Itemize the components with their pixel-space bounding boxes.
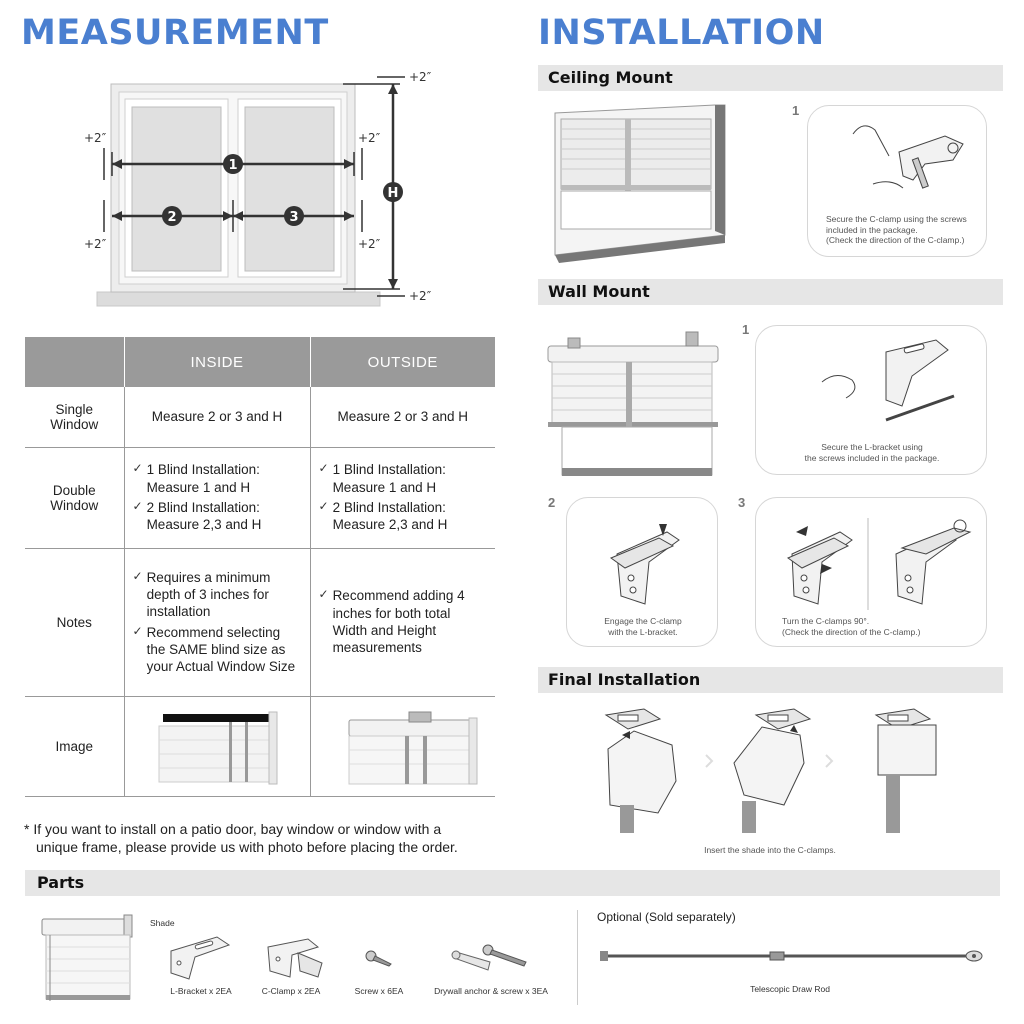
single-outside: Measure 2 or 3 and H bbox=[310, 387, 495, 447]
check-icon: ✓ bbox=[132, 568, 143, 583]
table-row-single bbox=[25, 387, 495, 447]
final-installation-bar: Final Installation bbox=[538, 667, 1003, 693]
marker-2: 2 bbox=[167, 210, 177, 225]
wall-step-2-caption-line-2: with the L-bracket. bbox=[608, 626, 678, 637]
footnote-line-2: unique frame, please provide us with photo before placing the order. bbox=[36, 839, 458, 856]
wall-step-3-caption-line-2: (Check the direction of the C-clamp.) bbox=[782, 626, 921, 637]
row-label-image bbox=[25, 696, 124, 796]
part-label-drywall-anchor: Drywall anchor & screw x 3EA bbox=[434, 986, 548, 996]
check-icon: ✓ bbox=[132, 461, 143, 476]
table-row-notes bbox=[25, 548, 495, 696]
offset-right-2: +2″ bbox=[358, 237, 381, 251]
double-inside bbox=[124, 447, 310, 548]
c-clamp-bracket-icon bbox=[597, 518, 697, 613]
parts-bar: Parts bbox=[25, 870, 1000, 896]
wall-step-3-card bbox=[755, 497, 987, 647]
part-label-c-clamp: C-Clamp x 2EA bbox=[261, 986, 321, 996]
footnote bbox=[24, 820, 504, 856]
row-label-single bbox=[25, 387, 124, 447]
telescopic-draw-rod-icon bbox=[598, 944, 988, 968]
offset-bottom: +2″ bbox=[409, 289, 432, 303]
check-icon: ✓ bbox=[318, 499, 329, 513]
offset-right-1: +2″ bbox=[358, 131, 381, 145]
c-clamp-icon bbox=[262, 935, 332, 985]
installation-title: INSTALLATION bbox=[538, 13, 825, 53]
double-inside-1-title: 1 Blind Installation: bbox=[146, 462, 260, 478]
double-inside-2-text: Measure 2,3 and H bbox=[146, 517, 262, 533]
image-inside bbox=[124, 696, 310, 796]
screw-icon bbox=[365, 948, 395, 970]
wall-step-2-caption-line-1: Engage the C-clamp bbox=[604, 616, 682, 626]
row-label-double bbox=[25, 447, 124, 548]
notes-label: Notes bbox=[56, 614, 92, 630]
ceiling-mount-image bbox=[555, 105, 735, 265]
notes-inside bbox=[124, 548, 310, 696]
notes-inside-1: Requires a minimum depth of 3 inches for installation bbox=[146, 569, 271, 620]
shade-label: Shade bbox=[150, 918, 175, 928]
wall-step-2-caption bbox=[577, 616, 709, 637]
double-outside-1-title: 1 Blind Installation: bbox=[332, 462, 446, 478]
image-label: Image bbox=[55, 738, 94, 754]
offset-left-1: +2″ bbox=[84, 131, 107, 145]
double-outside-2-title: 2 Blind Installation: bbox=[332, 500, 446, 515]
table-row-image bbox=[25, 696, 495, 796]
ceiling-mount-bar: Ceiling Mount bbox=[538, 65, 1003, 91]
check-icon: ✓ bbox=[318, 461, 329, 476]
double-outside bbox=[310, 447, 495, 548]
offset-left-2: +2″ bbox=[84, 237, 107, 251]
wall-step-3-caption-line-1: Turn the C-clamps 90°. bbox=[782, 616, 870, 626]
c-clamp-screw-icon bbox=[833, 114, 963, 204]
wall-step-3-caption bbox=[782, 616, 982, 637]
double-outside-2-text: Measure 2,3 and H bbox=[332, 517, 448, 533]
notes-inside-2: Recommend selecting the SAME blind size as your Actual Window Size bbox=[146, 624, 296, 675]
wall-mount-bar: Wall Mount bbox=[538, 279, 1003, 305]
final-installation-caption: Insert the shade into the C-clamps. bbox=[704, 845, 836, 855]
wall-step-1-caption-line-2: the screws included in the package. bbox=[804, 452, 940, 463]
shade-icon bbox=[40, 913, 140, 1005]
measurement-table bbox=[25, 337, 495, 797]
wall-mount-image bbox=[548, 328, 728, 483]
marker-3: 3 bbox=[289, 210, 299, 225]
check-icon: ✓ bbox=[318, 587, 329, 602]
ceiling-caption-line-3: (Check the direction of the C-clamp.) bbox=[826, 235, 965, 246]
outside-mount-image bbox=[319, 706, 487, 786]
footnote-line-1: * If you want to install on a patio door, bay window or window with a bbox=[24, 821, 442, 837]
drywall-anchor-screw-icon bbox=[452, 944, 530, 976]
inside-mount-image bbox=[133, 706, 301, 786]
notes-outside-1: Recommend adding 4 inches for both total Width and Height measurements bbox=[332, 588, 465, 656]
single-inside: Measure 2 or 3 and H bbox=[124, 387, 310, 447]
notes-outside bbox=[310, 548, 495, 696]
c-clamp-rotate-icon bbox=[776, 514, 976, 614]
double-outside-1-text: Measure 1 and H bbox=[332, 479, 437, 495]
single-window-label: Single Window bbox=[50, 401, 99, 432]
double-inside-2-title: 2 Blind Installation: bbox=[146, 500, 260, 515]
parts-divider bbox=[577, 910, 578, 1005]
optional-item-label: Telescopic Draw Rod bbox=[750, 984, 830, 994]
l-bracket-screw-icon bbox=[816, 336, 956, 431]
measurement-title: MEASUREMENT bbox=[21, 13, 329, 53]
table-header-outside: OUTSIDE bbox=[310, 337, 495, 387]
ceiling-step-1-caption bbox=[826, 214, 976, 246]
ceiling-caption-line-2: included in the package. bbox=[826, 224, 918, 235]
wall-step-2-number: 2 bbox=[548, 495, 556, 510]
marker-1: 1 bbox=[228, 158, 238, 173]
ceiling-step-1-number: 1 bbox=[792, 103, 800, 118]
final-installation-image bbox=[600, 705, 960, 837]
wall-step-1-caption-line-1: Secure the L-bracket using bbox=[821, 442, 923, 452]
offset-top: +2″ bbox=[409, 70, 432, 84]
optional-title: Optional (Sold separately) bbox=[597, 910, 736, 924]
table-row-double bbox=[25, 447, 495, 548]
table-header-inside: INSIDE bbox=[124, 337, 310, 387]
table-header-blank bbox=[25, 337, 124, 387]
wall-step-1-caption bbox=[776, 442, 968, 463]
image-outside bbox=[310, 696, 495, 796]
wall-step-1-card bbox=[755, 325, 987, 475]
marker-h: H bbox=[387, 186, 399, 201]
check-icon: ✓ bbox=[132, 499, 143, 513]
check-icon: ✓ bbox=[132, 623, 143, 638]
l-bracket-icon bbox=[165, 935, 235, 985]
double-inside-1-text: Measure 1 and H bbox=[146, 479, 251, 495]
ceiling-step-1-card bbox=[807, 105, 987, 257]
row-label-notes bbox=[25, 548, 124, 696]
window-measurement-diagram bbox=[0, 0, 520, 320]
wall-step-3-number: 3 bbox=[738, 495, 746, 510]
part-label-l-bracket: L-Bracket x 2EA bbox=[170, 986, 232, 996]
ceiling-caption-line-1: Secure the C-clamp using the screws bbox=[826, 214, 967, 224]
wall-step-1-number: 1 bbox=[742, 322, 750, 337]
wall-step-2-card bbox=[566, 497, 718, 647]
part-label-screw: Screw x 6EA bbox=[354, 986, 404, 996]
double-window-label: Double Window bbox=[50, 482, 99, 513]
